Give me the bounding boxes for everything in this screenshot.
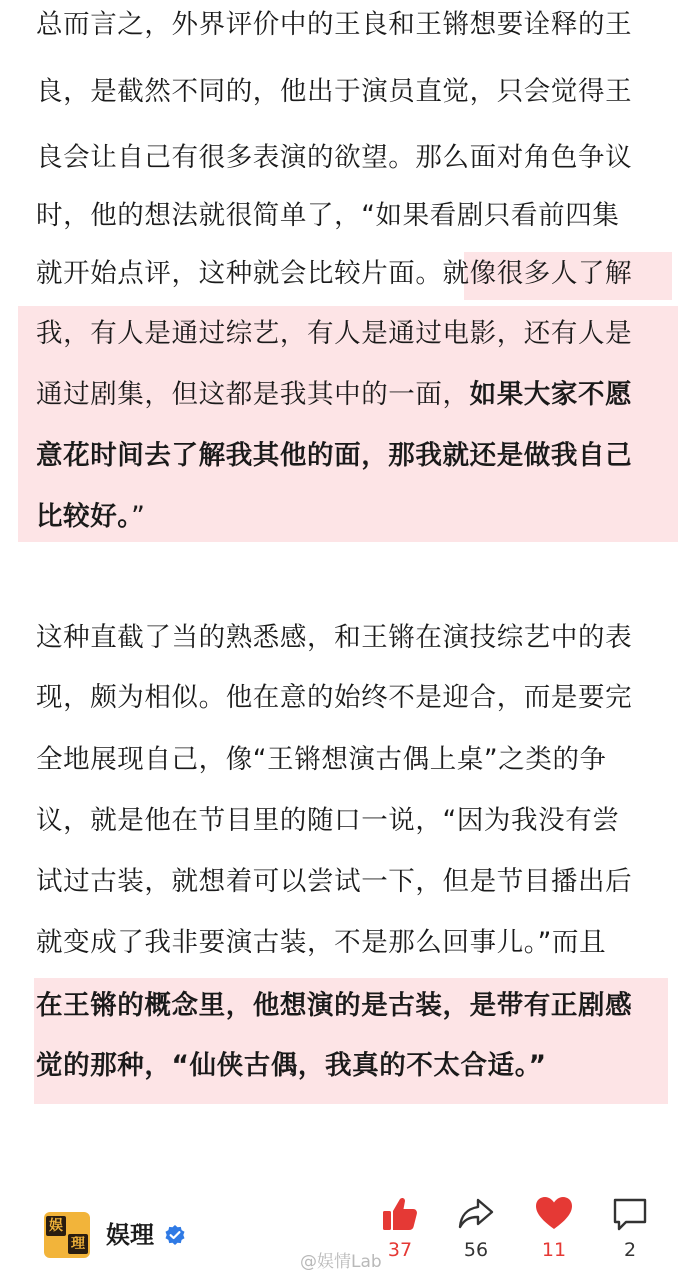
article-line: 良会让自己有很多表演的欲望。那么面对角色争议 <box>36 142 633 173</box>
article-line <box>36 375 632 415</box>
highlighted-text: 就像很多人了解 <box>442 258 633 289</box>
share-button[interactable] <box>446 1194 506 1262</box>
article-line <box>36 254 632 294</box>
heart-icon <box>534 1194 574 1234</box>
article-line: 议，就是他在节目里的随口一说，“因为我没有尝 <box>36 805 620 836</box>
article-line: 意花时间去了解我其他的面，那我就还是做我自己 <box>36 440 633 471</box>
article-line: 良，是截然不同的，他出于演员直觉，只会觉得王 <box>36 76 633 107</box>
article-line: 时，他的想法就很简单了，“如果看剧只看前四集 <box>36 200 620 231</box>
article-line: 试过古装，就想着可以尝试一下，但是节目播出后 <box>36 866 633 897</box>
article-line: 就变成了我非要演古装，不是那么回事儿。”而且 <box>36 927 607 958</box>
article-text: ” <box>131 501 146 532</box>
author-name[interactable]: 娱理 <box>106 1221 154 1249</box>
comment-count: 2 <box>623 1239 637 1261</box>
bold-text: 比较好。 <box>36 501 132 532</box>
comment-button[interactable] <box>600 1194 660 1262</box>
bold-text: 如果大家不愿 <box>469 379 633 410</box>
article-text: 通过剧集，但这都是我其中的一面， <box>36 379 470 410</box>
thumbs-up-icon <box>380 1194 420 1234</box>
article-line: 全地展现自己，像“王锵想演古偶上桌”之类的争 <box>36 744 607 775</box>
like-count: 37 <box>387 1239 413 1261</box>
comment-icon <box>610 1194 650 1234</box>
article-text: 就开始点评，这种就会比较片面。 <box>36 258 443 289</box>
article-line: 在王锵的概念里，他想演的是古装，是带有正剧感 <box>36 990 633 1021</box>
article-line: 我，有人是通过综艺，有人是通过电影，还有人是 <box>36 318 633 349</box>
avatar-char: 理 <box>68 1234 88 1254</box>
avatar[interactable] <box>44 1212 90 1258</box>
favorite-count: 11 <box>541 1239 567 1261</box>
article-line: 现，颇为相似。他在意的始终不是迎合，而是要完 <box>36 682 633 713</box>
article-line <box>36 497 146 537</box>
share-count: 56 <box>463 1239 489 1261</box>
article-line: 这种直截了当的熟悉感，和王锵在演技综艺中的表 <box>36 622 633 653</box>
watermark: @娱情Lab <box>300 1252 382 1272</box>
share-icon <box>456 1194 496 1234</box>
avatar-char: 娱 <box>46 1216 66 1236</box>
article-line: 觉的那种，“仙侠古偶，我真的不太合适。” <box>36 1050 547 1081</box>
article-line: 总而言之，外界评价中的王良和王锵想要诠释的王 <box>36 9 633 40</box>
verified-badge-icon <box>164 1224 186 1246</box>
favorite-button[interactable] <box>524 1194 584 1262</box>
